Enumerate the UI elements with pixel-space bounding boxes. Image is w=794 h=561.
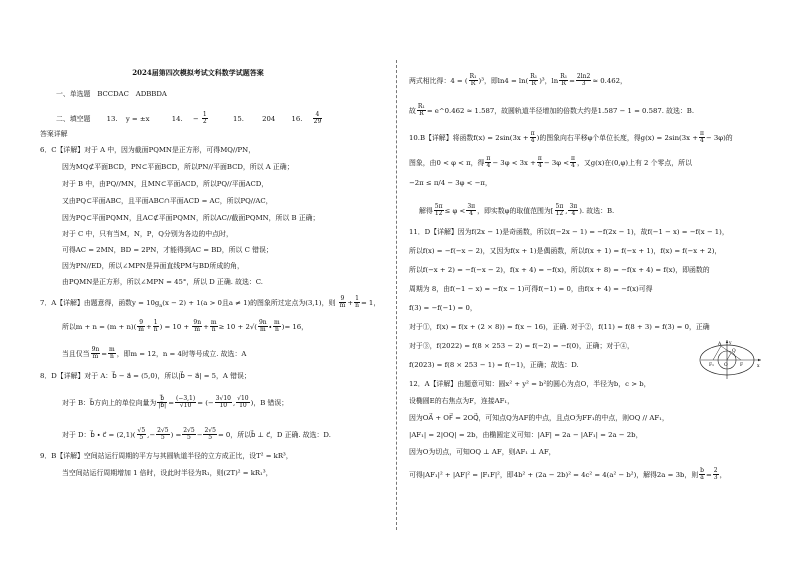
axis-x-label: x (757, 364, 760, 369)
q13-number: 13. (106, 114, 118, 123)
q7-line: 当且仅当 $\frac{9n}{m}$ = $\frac{m}{n}$ ，即m = 12，n = 4时等号成立. 故选：A (62, 346, 247, 361)
q15-number: 15. (232, 114, 244, 123)
q11-line: 对于③，f(2022) = f(8 × 253 − 2) = f(−2) = −f(0)，正确；对于④， (409, 342, 634, 350)
segment-o-q (727, 353, 731, 360)
point-a-label: A (718, 342, 722, 347)
q12-line: 因为OA⃗ + OF⃗ = 2OQ⃗，可知点Q为AF的中点，且点O为FF₁的中点，则OQ // AF₁， (409, 414, 669, 422)
q6-line: 可得AC = 2MN，BD = 2PN，才能得到AC = BD，所以 C 错误； (62, 246, 273, 254)
y-axis-arrow (726, 340, 728, 343)
right-column (397, 0, 794, 561)
point-o-label: O (724, 363, 728, 368)
q15-answer: 204 (262, 114, 276, 123)
q8-line: 对于 D：b⃗ ∙ c⃗ = (2,1)( $\frac{√5}{5}$ ,− $\frac{2√5}{5}$ ) = $\frac{2√5}{5}$ − $\frac{2√5}{5}$ = 0，所以b⃗ ⊥ c⃗，D 正确. 故选：D. (62, 427, 331, 442)
q7-line: 所以m + n = (m + n)( $\frac{9}{m}$ + $\frac{1}{n}$ ) = 10 + $\frac{9n}{m}$ + $\frac{m}{n}$ ≥ 10 + 2√( $\frac{9n}{m}$ ∙ $\frac{m}{n}$ )= 16， (62, 319, 309, 334)
q12-line: |AF₁| = 2|OQ| = 2b，由椭圆定义可知：|AF| = 2a − |AF₁| = 2a − 2b， (409, 431, 643, 439)
q14-answer-fraction: $\frac{1}{2}$ (202, 111, 207, 126)
point-f1-label: F₁ (709, 363, 714, 368)
q6-line: 因为PN//ED，所以∠MPN是异面直线PM与BD所成的角， (62, 262, 244, 270)
q11-line: f(3) = −f(−1) = 0， (409, 304, 477, 312)
q16-answer-fraction: $\frac{4}{29}$ (313, 111, 322, 126)
fill-blank-label: 二、填空题 (56, 114, 91, 123)
q9-line: 9．B【详解】空间站运行周期的平方与其圆轨道半径的立方成正比，设T² = kR³， (40, 452, 293, 460)
q16-number: 16. (291, 114, 303, 123)
q14-sign: − (192, 114, 199, 123)
q11-line: 所以f(−x + 2) = −f(−x − 2)，f(x + 4) = −f(x)，所以f(x + 8) = −f(x + 4) = f(x)，即函数的 (409, 266, 710, 274)
left-column (0, 0, 396, 561)
q8-line: 对于 B：b⃗方向上的单位向量为 $\frac{b⃗}{|b⃗|}$ = $\frac{(-3,1)}{√10}$ = (− $\frac{3√10}{10}$ , $\frac{√10}{10}$ )，B 错误； (62, 395, 289, 410)
axis-y-label: y (729, 341, 732, 346)
q9-continued: 故 $\frac{\text{R₁}}{R}$ = e^0.462 ≈ 1.587，故圆轨道半径增加的倍数大约是1.587 − 1 = 0.587. 故选：B. (409, 103, 695, 118)
q11-line: 周期为 8，由f(−1 − x) = −f(x − 1)可得f(−1) = 0，由f(x + 4) = −f(x)可得 (409, 285, 653, 293)
q12-line: 12．A【详解】由题意可知：圆x² + y² = b²的圆心为点O，半径为b，c > b， (409, 380, 651, 388)
q6-line: 6．C【详解】对于 A 中，因为截面PQMN是正方形，可得MQ//PN， (40, 146, 256, 154)
q13-answer: y = ±x (125, 114, 150, 123)
q11-line: 对于①，f(x) = f(x + (2 × 8)) = f(x − 16)，正确. 对于②，f(11) = f(8 + 3) = f(3) = 0，正确 (409, 323, 710, 331)
q10-line: −2π ≤ π/4 − 3φ < −π， (409, 179, 492, 187)
single-choice-answers: 一、单选题 BCCDAC ADBBDA (56, 90, 167, 98)
detail-header: 答案详解 (40, 130, 68, 138)
x-axis-arrow (758, 359, 761, 361)
q9-continued: 两式相比得：4 = ( $\frac{\text{R₁}}{R}$ )³，即ln4 = ln( $\frac{\text{R₁}}{R}$ )³，ln $\frac{\text{R₁}}{R}$ = $\frac{2\ln 2}{3}$ ≈ 0.462， (409, 73, 627, 88)
q12-line: 设椭圆E的右焦点为F，连接AF₁， (409, 397, 515, 405)
q6-line: 因为PQ⊂平面PQMN，且AC⊄平面PQMN，所以AC//截面PQMN，所以 B 正确； (62, 214, 320, 222)
fill-blank-answers (56, 112, 323, 126)
page-title: 2024届第四次模拟考试文科数学试题答案 (132, 68, 264, 77)
ellipse-figure (699, 338, 763, 380)
q6-line: 又由PQ⊂平面ABC，且平面ABC∩平面ACD = AC，所以PQ//AC， (62, 197, 273, 205)
q10-line: 10.B【详解】将函数f(x) = 2sin(3x + $\frac{\pi}{4}$ )的图象向右平移φ个单位长度，得g(x) = 2sin(3x + $\frac{\pi}{4}$ − 3φ)的 (409, 130, 733, 145)
q6-line: 对于 B 中，由PQ//MN，且MN⊂平面ACD，所以PQ//平面ACD， (62, 180, 269, 188)
q6-line: 对于 C 中，只有当M，N，P，Q分别为各边的中点时， (62, 230, 233, 238)
point-q-label: Q (732, 349, 736, 354)
point-f-label: F (740, 363, 744, 368)
q11-line: f(2023) = f(8 × 253 − 1) = f(−1)，正确；故选：D. (409, 361, 579, 369)
q12-line: 因为O为切点，可知OQ ⊥ AF，则AF₁ ⊥ AF， (409, 448, 556, 456)
q10-line: 解得 $\frac{5\pi}{12}$ ≤ φ < $\frac{3\pi}{4}$ ，即实数φ的取值范围为[ $\frac{5\pi}{12}$ , $\frac{3\pi}{4}$ ). 故选：B. (419, 203, 615, 218)
q8-line: 8．D【详解】对于 A：b⃗ − a⃗ = (5,0)，所以|b⃗ − a⃗| = 5，A 错误； (40, 372, 251, 380)
q6-line: 因为MQ⊄平面BCD，PN⊂平面BCD，所以PN//平面BCD，所以 A 正确； (62, 163, 294, 171)
segment-f1-a (713, 346, 721, 360)
q12-line: 可得|AF₁|² + |AF|² = |F₁F|²，即4b² + (2a − 2b)² = 4c² = 4(a² − b²)，解得2a = 3b，则 $\frac{b}{a}$ = $\frac{2}{3}$ ， (409, 467, 727, 482)
q11-line: 所以f(x) = −f(−x − 2)，又因为f(x + 1)是偶函数，所以f(x + 1) = f(−x + 1)，f(x) = f(−x + 2)， (409, 247, 722, 255)
q7-line: 7．A【详解】由题意得，函数$y = 10g_a(x - 2) + 1(a > 0$且a ≠ 1)的图象所过定点为(3,1)，则 $\frac{9}{m}$ + $\frac{1}{n}$ = 1， (40, 295, 381, 310)
q9-line: 当空间站运行周期增加 1 倍时，设此时半径为R₁，则(2T)² = kR₁³， (62, 469, 273, 477)
q11-line: 11．D【详解】因为f(2x − 1)是奇函数，所以f(−2x − 1) = −f(2x − 1)，故f(−1 − x) = −f(x − 1)， (409, 228, 729, 236)
q14-number: 14. (171, 114, 183, 123)
q10-line: 图象，由0 < φ < π，得 $\frac{\pi}{4}$ − 3φ < 3x + $\frac{\pi}{4}$ − 3φ < $\frac{\pi}{4}$ ，又g(x)在(0,φ)上有 2 个零点，所以 (409, 155, 692, 170)
q6-line: 由PQMN是正方形，所以∠MPN = 45°，所以 D 正确. 故选：C. (62, 278, 263, 286)
